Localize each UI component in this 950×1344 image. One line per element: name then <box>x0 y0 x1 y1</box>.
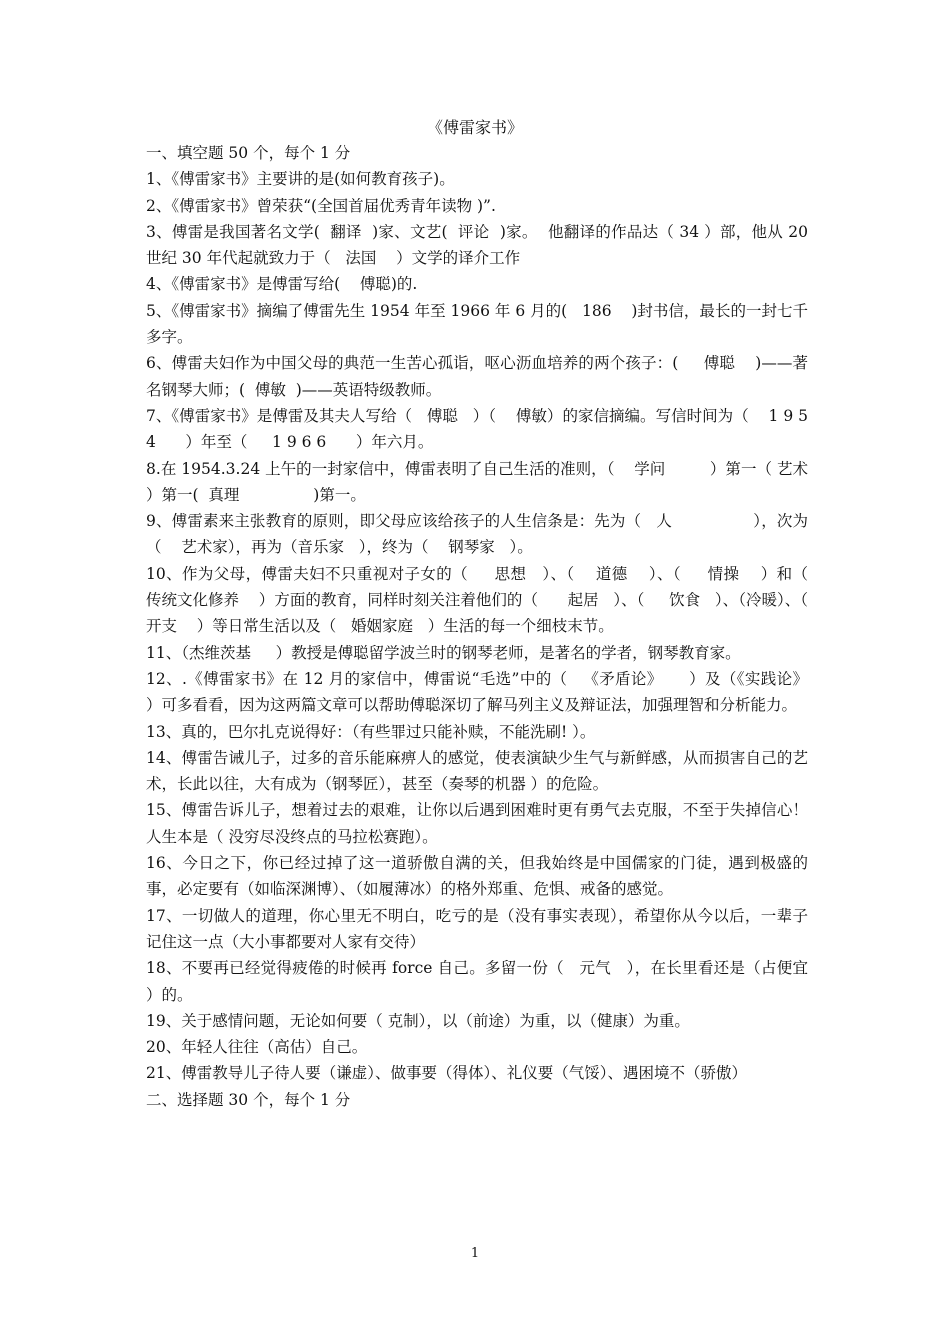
section-heading-fill-blank: 一、填空题 50 个，每个 1 分 <box>146 144 351 162</box>
question-item: 19、关于感情问题，无论如何要（ 克制），以（前途）为重，以（健康）为重。 <box>146 1011 690 1030</box>
question-item: 15、傅雷告诉儿子，想着过去的艰难，让你以后遇到困难时更有勇气去克服，不至于失掉信心！人生本是（ 没穷尽没终点的马拉松赛跑）。 <box>146 801 808 846</box>
page-number: 1 <box>470 1246 480 1261</box>
question-item: 3、傅雷是我国著名文学( 翻译 )家、文艺( 评论 )家。 他翻译的作品达（ 34 ）部，他从 20 世纪 30 年代起就致力于（ 法国 ）文学的译介工作 <box>146 222 813 268</box>
question-item: 10、作为父母，傅雷夫妇不只重视对子女的（ 思想 ）、（ 道德 ）、（ 情操 ）和（ 传统文化修养 ）方面的教育，同样时刻关注着他们的（ 起居 ）、（ 饮食 ）、（冷暖）、（ 开支 ）等日常生活以及（ 婚姻家庭 ）生活的每一个细枝末节。 <box>146 564 833 636</box>
question-item: 16、今日之下，你已经过掉了这一道骄傲自满的关，但我始终是中国儒家的门徒，遇到极盛的事，必定要有（如临深渊博）、（如履薄冰）的格外郑重、危惧、戒备的感觉。 <box>146 854 808 899</box>
question-item: 7、《傅雷家书》是傅雷及其夫人写给（ 傅聪 ）（ 傅敏）的家信摘编。写信时间为（ 1 9 5 4 ）年至（ 1 9 6 6 ）年六月。 <box>146 406 813 452</box>
question-item: 5、《傅雷家书》摘编了傅雷先生 1954 年至 1966 年 6 月的( 186 )封书信，最长的一封七千多字。 <box>146 301 808 347</box>
question-item: 4、《傅雷家书》是傅雷写给( 傅聪)的. <box>146 275 418 294</box>
document-body <box>146 140 833 1113</box>
question-item: 6、傅雷夫妇作为中国父母的典范一生苦心孤诣，呕心沥血培养的两个孩子：( 傅聪 )——著名钢琴大师；( 傅敏 )——英语特级教师。 <box>146 354 808 399</box>
question-item: 2、《傅雷家书》曾荣获“(全国首届优秀青年读物 )”. <box>146 196 496 215</box>
question-item: 14、傅雷告诫儿子，过多的音乐能麻痹人的感觉，使表演缺少生气与新鲜感，从而损害自己的艺术，长此以往，大有成为（钢琴匠），甚至（奏琴的机器 ）的危险。 <box>146 748 808 794</box>
question-item: 12、.《傅雷家书》在 12 月的家信中，傅雷说“毛选”中的（ 《矛盾论》 ）及（《实践论》 ）可多看看，因为这两篇文章可以帮助傅聪深切了解马列主义及辩证法，加强理智和分析能力。 <box>146 669 828 715</box>
question-item: 1、《傅雷家书》主要讲的是(如何教育孩子)。 <box>146 170 455 189</box>
question-item: 11、（杰维茨基 ）教授是傅聪留学波兰时的钢琴老师，是著名的学者，钢琴教育家。 <box>146 643 741 662</box>
section-heading-multiple-choice: 二、选择题 30 个，每个 1 分 <box>146 1090 351 1109</box>
document-title: 《傅雷家书》 <box>426 118 523 137</box>
question-item: 18、不要再已经觉得疲倦的时候再 force 自己。多留一份（ 元气 ），在长里看还是（占便宜 ）的。 <box>146 959 823 1004</box>
question-item: 17、一切做人的道理，你心里无不明白，吃亏的是（没有事实表现），希望你从今以后，一辈子记住这一点（大小事都要对人家有交待） <box>146 906 808 951</box>
question-item: 8.在 1954.3.24 上午的一封家信中，傅雷表明了自己生活的准则，（ 学问 ）第一（ 艺术 ）第一( 真理 )第一。 <box>146 459 818 504</box>
question-item: 21、傅雷教导儿子待人要（谦虚）、做事要（得体）、礼仪要（气馁）、遇困境不（骄傲） <box>146 1064 747 1083</box>
question-item: 20、年轻人往往（高估）自己。 <box>146 1038 368 1057</box>
question-item: 9、傅雷素来主张教育的原则，即父母应该给孩子的人生信条是：先为（ 人 ），次为（ 艺术家），再为（音乐家 ），终为（ 钢琴家 ）。 <box>146 512 808 557</box>
question-item: 13、真的，巴尔扎克说得好：（有些罪过只能补赎，不能洗刷! ）。 <box>146 722 596 741</box>
